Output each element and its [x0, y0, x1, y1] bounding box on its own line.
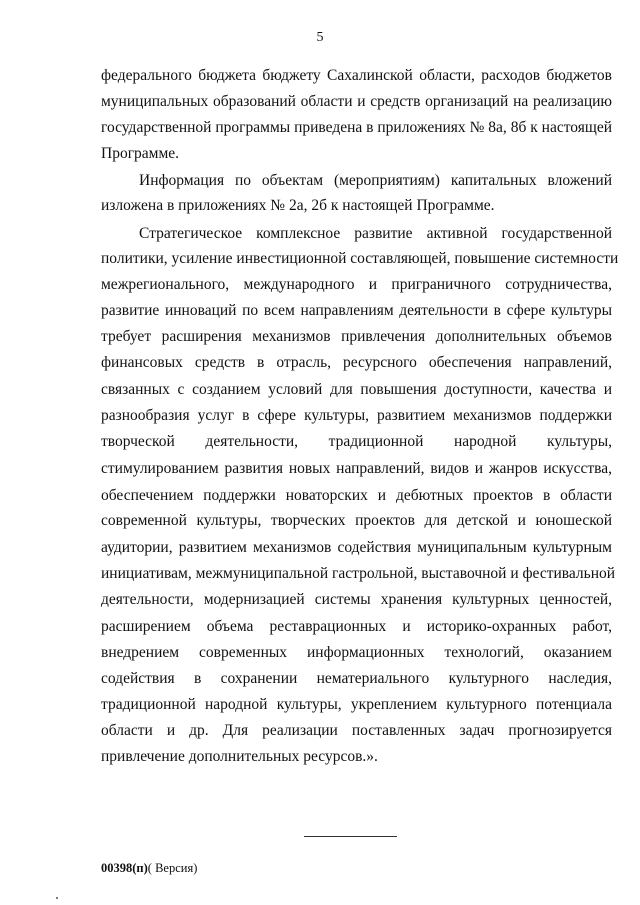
paragraph-1-line-1: федерального бюджета бюджету Сахалинской области, расходов бюджетов [101, 67, 612, 84]
paragraph-1-line-3: государственной программы приведена в приложениях № 8а, 8б к настоящей [101, 119, 612, 136]
paragraph-2-line-2: изложена в приложениях № 2а, 2б к настоящей Программе. [101, 197, 495, 214]
paragraph-3-line-3: межрегионального, международного и приграничного сотрудничества, [101, 276, 612, 293]
scan-speck [56, 897, 58, 899]
document-version: ( Версия) [147, 861, 198, 875]
paragraph-3-line-17: внедрением современных информационных технологий, оказанием [101, 644, 612, 661]
paragraph-3-line-2: политики, усиление инвестиционной составляющей, повышение системности [101, 250, 619, 267]
page-number: 5 [316, 30, 324, 45]
paragraph-3-line-11: обеспечением поддержки новаторских и дебютных проектов в области [101, 487, 612, 504]
paragraph-3-line-6: финансовых средств в отрасль, ресурсного обеспечения направлений, [101, 354, 612, 371]
paragraph-1-line-4: Программе. [101, 145, 180, 162]
document-code-number: 00398(п) [101, 861, 148, 875]
paragraph-3-line-9: творческой деятельности, традиционной народной культуры, [101, 433, 612, 450]
paragraph-3-line-13: аудитории, развитием механизмов содействия муниципальным культурным [101, 539, 612, 556]
paragraph-3-line-19: традиционной народной культуры, укреплением культурного потенциала [101, 696, 612, 713]
paragraph-3-line-8: разнообразия услуг в сфере культуры, развитием механизмов поддержки [101, 407, 612, 424]
paragraph-3-line-5: требует расширения механизмов привлечения дополнительных объемов [101, 328, 612, 345]
paragraph-3-line-10: стимулированием развития новых направлений, видов и жанров искусства, [101, 460, 612, 477]
paragraph-3-line-7: связанных с созданием условий для повышения доступности, качества и [101, 381, 612, 398]
document-code [101, 861, 197, 876]
footer-divider [304, 836, 397, 837]
paragraph-3-line-20: области и др. Для реализации поставленных задач прогнозируется [101, 722, 612, 739]
paragraph-3-line-4: развитие инноваций по всем направлениям деятельности в сфере культуры [101, 302, 612, 319]
paragraph-3-line-16: расширением объема реставрационных и историко-охранных работ, [101, 618, 612, 635]
paragraph-1-line-2: муниципальных образований области и средств организаций на реализацию [101, 93, 612, 110]
paragraph-3-line-12: современной культуры, творческих проектов для детской и юношеской [101, 512, 612, 529]
paragraph-3-line-14: инициативам, межмуниципальной гастрольной, выставочной и фестивальной [101, 565, 616, 582]
paragraph-3-line-1: Стратегическое комплексное развитие активной государственной [139, 225, 612, 242]
paragraph-3-line-18: содействия в сохранении нематериального культурного наследия, [101, 670, 612, 687]
paragraph-3-line-15: деятельности, модернизацией системы хранения культурных ценностей, [101, 591, 612, 608]
paragraph-3-line-21: привлечение дополнительных ресурсов.». [101, 748, 378, 765]
paragraph-2-line-1: Информация по объектам (мероприятиям) капитальных вложений [139, 172, 612, 189]
